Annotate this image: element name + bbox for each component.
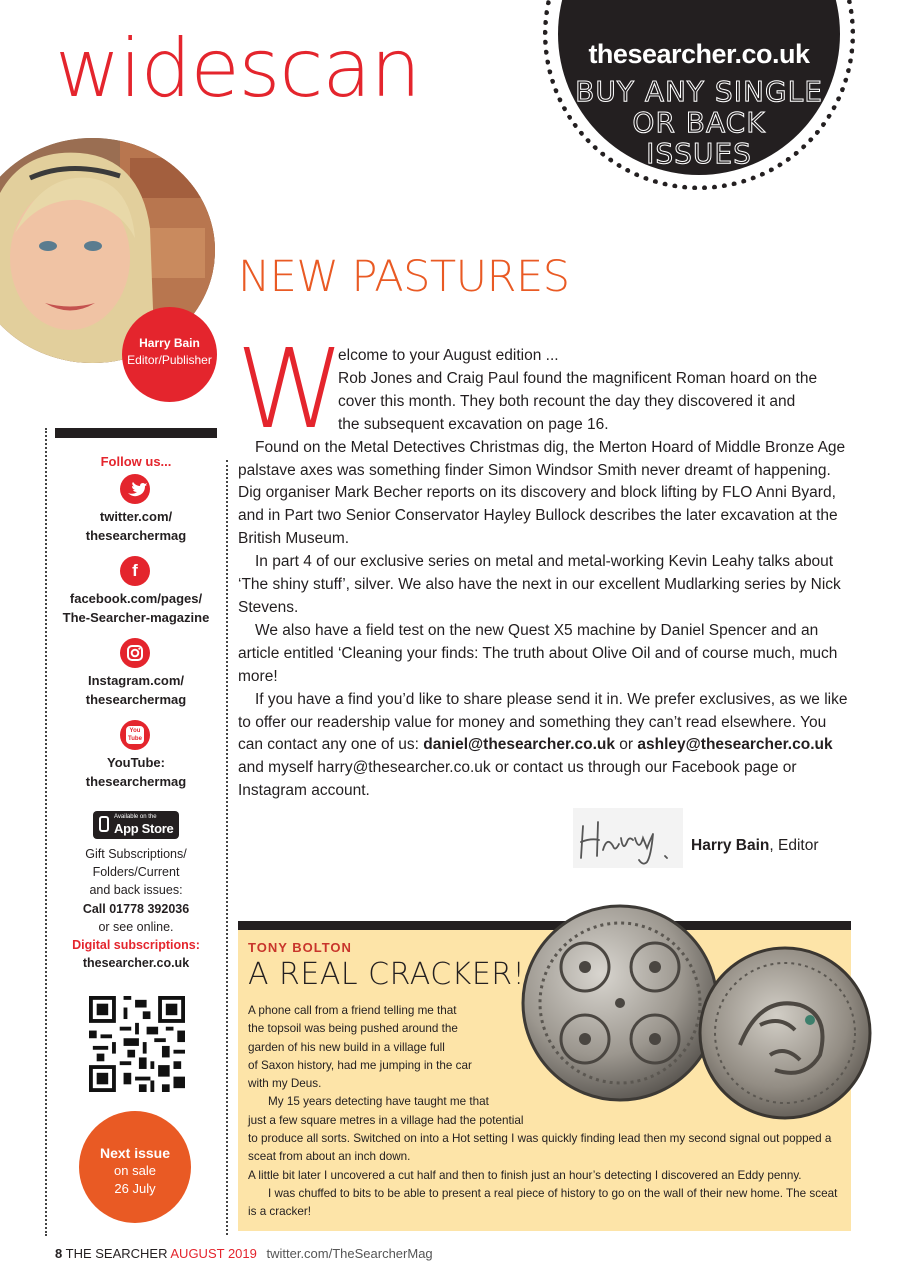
phone-icon — [99, 816, 109, 832]
drop-cap: W — [236, 325, 345, 453]
paragraph-2: Found on the Metal Detectives Christmas dig, the Merton Hoard of Middle Bronze Age palstave axes was something finder Simon Windsor Smith never dreamt of happening. Dig organiser Mark Becher reports on its discovery and block lifting by FLO Anni Byard, and in Part two Senior Conservator Hayley Bullock describes the later excavation at the British Museum. — [238, 438, 846, 548]
boxout-line-6: My 15 years detecting have taught me that — [268, 1095, 489, 1109]
p5-part-c: and myself harry@thesearcher.co.uk or contact us through our Facebook page or Instagram account. — [238, 759, 797, 800]
subscriptions-info — [55, 845, 217, 972]
boxout-author: TONY BOLTON — [248, 940, 352, 955]
promo-line-2: OR BACK — [632, 106, 766, 139]
paragraph-4: We also have a field test on the new Quest X5 machine by Daniel Spencer and an article entitled ‘Cleaning your finds: The truth about Olive Oil and of course much, much more! — [238, 621, 838, 685]
app-store-small: Available on the — [114, 814, 157, 820]
twitter-link[interactable] — [55, 507, 217, 545]
promo-roundel[interactable] — [543, 0, 855, 190]
editor-name: Harry Bain — [139, 336, 200, 350]
twitter-line-2: thesearchermag — [85, 528, 187, 543]
subs-online: or see online. — [98, 919, 174, 934]
page-title: NEW PASTURES — [238, 252, 570, 302]
facebook-link[interactable] — [55, 589, 217, 627]
qr-code[interactable] — [89, 996, 185, 1092]
signature-image — [573, 808, 683, 868]
promo-line-3: ISSUES — [646, 137, 752, 170]
boxout-line-7: just a few square metres in a village had the potential — [248, 1113, 524, 1127]
boxout-line-5: with my Deus. — [248, 1077, 322, 1091]
next-issue-date: 26 July — [114, 1181, 156, 1196]
paragraph-3: In part 4 of our exclusive series on metal and metal-working Kevin Leahy talks about ‘The shiny stuff’, silver. We also have the next in our excellent Mudlarking series by Nick Stevens. — [238, 553, 841, 616]
boxout-paragraph-2: to produce all sorts. Switched on into a Hot setting I was quickly finding lead then my second signal out popped a sceat from about an inch down. — [248, 1132, 832, 1164]
promo-site: thesearcher.co.uk — [588, 39, 810, 69]
youtube-icon-text-2: Tube — [128, 736, 142, 742]
follow-heading: Follow us... — [100, 454, 172, 469]
masthead-title: widescan — [55, 22, 421, 115]
intro-line-3: cover this month. They both recount the day they discovered it and — [338, 392, 796, 410]
youtube-link[interactable] — [55, 753, 217, 791]
facebook-icon[interactable]: f — [120, 556, 150, 586]
footer-twitter[interactable]: twitter.com/TheSearcherMag — [266, 1246, 433, 1261]
p5-part-a: If you have a find you’d like to share please send it in. We prefer exclusives, as we like to offer our readership value for money and something they can’t read elsewhere. You can contact any one of us: — [238, 690, 848, 754]
app-store-badge[interactable] — [93, 811, 179, 839]
twitter-line-1: twitter.com/ — [99, 509, 173, 524]
editor-role: Editor/Publisher — [127, 353, 212, 367]
instagram-icon[interactable] — [120, 638, 150, 668]
signoff-role: , Editor — [769, 837, 819, 854]
subs-line-3: and back issues: — [89, 883, 183, 898]
email-daniel[interactable]: daniel@thesearcher.co.uk — [423, 736, 615, 754]
intro-line-4: the subsequent excavation on page 16. — [338, 415, 609, 433]
boxout-paragraph-4: I was chuffed to bits to be able to present a real piece of history to go on the wall of their new home. The sceat is a cracker! — [248, 1186, 838, 1219]
boxout-paragraph-3: A little bit later I uncovered a cut half and then to finish just an hour’s detecting I discovered an Eddy penny. — [248, 1168, 802, 1182]
boxout-line-3: garden of his new build in a village full — [248, 1040, 445, 1054]
sidebar-top-bar — [55, 428, 217, 438]
sceat-coins-image — [520, 895, 880, 1125]
editorial-body — [238, 345, 850, 803]
facebook-line-1: facebook.com/pages/ — [69, 591, 203, 606]
instagram-line-2: thesearchermag — [85, 692, 187, 707]
intro-line-2: Rob Jones and Craig Paul found the magnificent Roman hoard on the — [338, 369, 818, 387]
editor-badge — [122, 307, 217, 402]
subs-phone[interactable]: Call 01778 392036 — [82, 901, 190, 916]
facebook-line-2: The-Searcher-magazine — [62, 610, 210, 625]
next-issue-badge — [79, 1111, 191, 1223]
page-number: 8 — [55, 1246, 63, 1261]
paragraph-5 — [238, 689, 850, 804]
next-issue-line-1: on sale — [114, 1163, 156, 1178]
page-footer — [55, 1246, 433, 1261]
youtube-line-2: thesearchermag — [85, 774, 187, 789]
follow-heading-wrap — [55, 452, 217, 471]
signoff — [691, 837, 819, 855]
boxout-line-1: A phone call from a friend telling me that — [248, 1004, 457, 1017]
digital-subs-site[interactable]: thesearcher.co.uk — [82, 956, 190, 971]
youtube-icon-text-1: You — [129, 728, 141, 734]
youtube-icon[interactable] — [120, 720, 150, 750]
signoff-name: Harry Bain — [691, 837, 770, 854]
boxout-line-2: the topsoil was being pushed around the — [248, 1022, 458, 1036]
sidebar-divider — [226, 460, 228, 1235]
instagram-line-1: Instagram.com/ — [87, 673, 185, 688]
boxout-title: A REAL CRACKER! — [248, 957, 526, 992]
p5-part-b: or — [615, 736, 638, 754]
boxout-line-4: of Saxon history, had me jumping in the car — [248, 1058, 472, 1072]
next-issue-label: Next issue — [99, 1145, 171, 1161]
intro-line-1: elcome to your August edition ... — [338, 347, 559, 364]
digital-subs-label: Digital subscriptions: — [72, 938, 200, 953]
footer-issue: AUGUST 2019 — [170, 1246, 257, 1261]
subs-line-1: Gift Subscriptions/ — [85, 847, 187, 861]
footer-magazine: THE SEARCHER — [65, 1246, 168, 1261]
youtube-line-1: YouTube: — [106, 755, 165, 770]
email-ashley[interactable]: ashley@thesearcher.co.uk — [637, 736, 833, 754]
promo-line-1: BUY ANY SINGLE — [575, 75, 823, 108]
app-store-big: App Store — [114, 821, 174, 836]
twitter-icon[interactable] — [120, 474, 150, 504]
subs-line-2: Folders/Current — [92, 865, 180, 880]
instagram-link[interactable] — [55, 671, 217, 709]
